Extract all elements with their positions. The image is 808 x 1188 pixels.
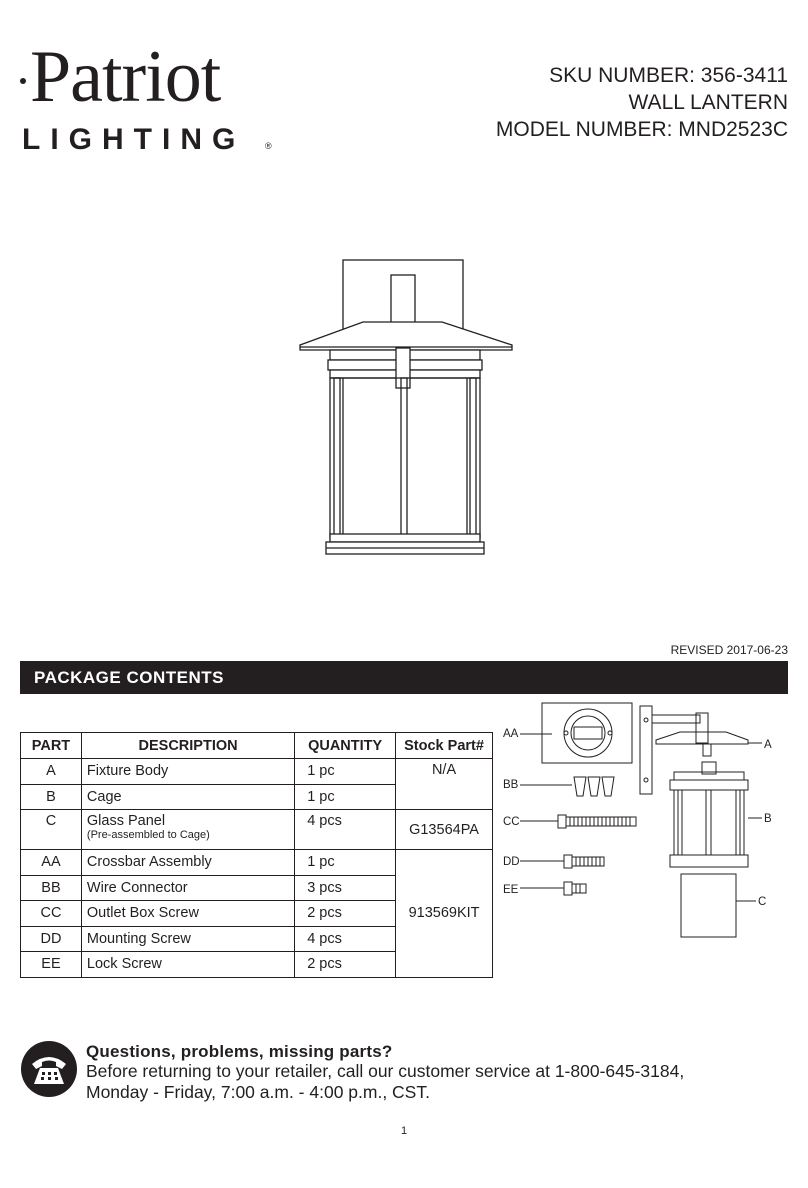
support-line-2: Monday - Friday, 7:00 a.m. - 4:00 p.m., CST.	[86, 1082, 430, 1102]
sku-number: SKU NUMBER: 356-3411	[549, 64, 788, 87]
part-description: Mounting Screw	[81, 926, 294, 952]
product-name: WALL LANTERN	[628, 91, 788, 114]
part-quantity: 1 pc	[295, 784, 396, 810]
parts-table	[20, 732, 493, 978]
label-b: B	[764, 813, 772, 825]
label-aa: AA	[503, 728, 519, 740]
part-quantity: 1 pc	[295, 759, 396, 785]
label-ee: EE	[503, 884, 519, 896]
stock-part-number: 913569KIT	[396, 850, 493, 978]
section-title: PACKAGE CONTENTS	[34, 668, 224, 687]
parts-diagram	[500, 700, 790, 945]
column-header-description: DESCRIPTION	[81, 733, 294, 759]
part-quantity: 2 pcs	[295, 952, 396, 978]
part-description: Wire Connector	[81, 875, 294, 901]
part-description-cell	[81, 810, 294, 850]
part-description: Crossbar Assembly	[81, 850, 294, 876]
part-quantity: 4 pcs	[295, 926, 396, 952]
section-banner	[20, 661, 788, 694]
registered-mark: ®	[265, 141, 272, 151]
part-code: CC	[21, 901, 82, 927]
part-description: Fixture Body	[81, 759, 294, 785]
column-header-part: PART	[21, 733, 82, 759]
table-row	[21, 850, 493, 876]
part-code: BB	[21, 875, 82, 901]
column-header-stock-part: Stock Part#	[396, 733, 493, 759]
support-title: Questions, problems, missing parts?	[86, 1042, 393, 1061]
page-number: 1	[400, 1125, 408, 1137]
label-cc: CC	[503, 816, 520, 828]
stock-part-number: N/A	[396, 759, 493, 810]
label-a: A	[764, 739, 772, 751]
part-description: Lock Screw	[81, 952, 294, 978]
support-line-1: Before returning to your retailer, call our customer service at 1-800-645-3184,	[86, 1061, 685, 1081]
part-code: EE	[21, 952, 82, 978]
label-dd: DD	[503, 856, 520, 868]
part-code: B	[21, 784, 82, 810]
part-quantity: 3 pcs	[295, 875, 396, 901]
column-header-quantity: QUANTITY	[295, 733, 396, 759]
label-bb: BB	[503, 779, 519, 791]
part-quantity: 4 pcs	[295, 810, 396, 850]
part-quantity: 1 pc	[295, 850, 396, 876]
table-header-row	[21, 733, 493, 759]
part-note: (Pre-assembled to Cage)	[86, 829, 210, 841]
table-row	[21, 810, 493, 850]
part-code: C	[21, 810, 82, 850]
model-number: MODEL NUMBER: MND2523C	[495, 118, 788, 141]
table-row	[21, 759, 493, 785]
part-description: Outlet Box Screw	[81, 901, 294, 927]
part-description: Glass Panel	[86, 813, 166, 829]
part-code: AA	[21, 850, 82, 876]
stock-part-number: G13564PA	[396, 810, 493, 850]
brand-logo-wordmark: Patriot	[30, 36, 221, 118]
logo-dot	[20, 78, 26, 84]
part-code: DD	[21, 926, 82, 952]
brand-logo-subtitle: LIGHTING	[22, 123, 246, 156]
part-code: A	[21, 759, 82, 785]
revision-date: REVISED 2017-06-23	[670, 643, 788, 657]
telephone-icon	[20, 1040, 78, 1098]
label-c: C	[758, 896, 767, 908]
lantern-illustration	[290, 250, 520, 570]
part-description: Cage	[81, 784, 294, 810]
part-quantity: 2 pcs	[295, 901, 396, 927]
